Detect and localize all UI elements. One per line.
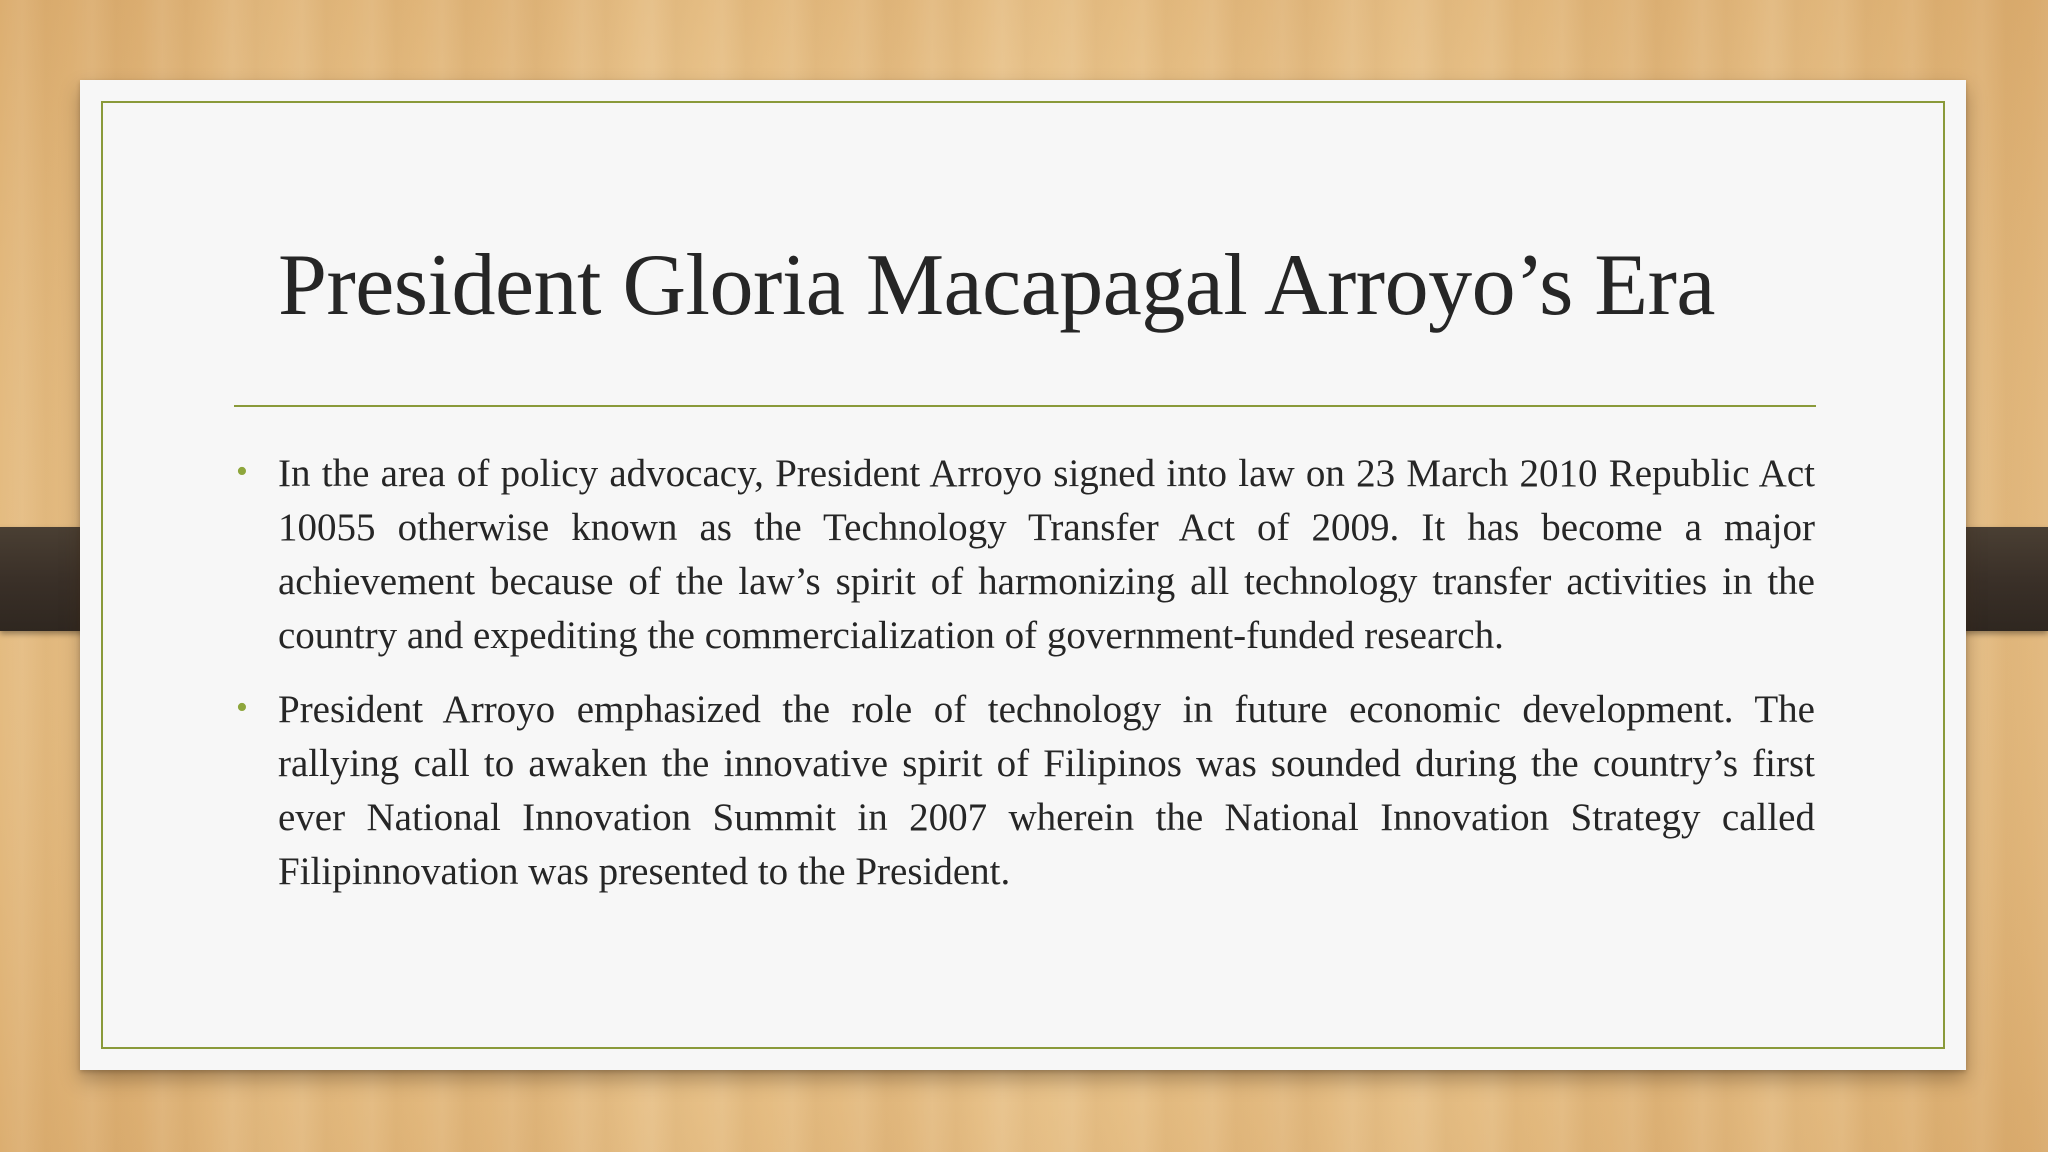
bullet-marker: •: [236, 689, 248, 726]
slide-title: President Gloria Macapagal Arroyo’s Era: [278, 237, 1715, 334]
bullet-list: [236, 447, 1815, 919]
slide-card: [80, 80, 1966, 1070]
bullet-text: President Arroyo emphasized the role of technology in future economic development. The rallying call to awaken the innovative spirit of Filipinos was sounded during the country’s first ever National Innovation Summit in 2007 wherein the National Innovation Strategy called Filipinnovation was presented to the President.: [278, 688, 1815, 893]
bullet-item: [236, 683, 1815, 899]
bullet-marker: •: [236, 453, 248, 490]
bullet-text: In the area of policy advocacy, President Arroyo signed into law on 23 March 2010 Republic Act 10055 otherwise known as the Technology Transfer Act of 2009. It has become a major achievement because of the law’s spirit of harmonizing all technology transfer activities in the country and expediting the commercialization of government-funded research.: [278, 452, 1815, 657]
title-divider: [234, 405, 1816, 407]
bullet-item: [236, 447, 1815, 663]
